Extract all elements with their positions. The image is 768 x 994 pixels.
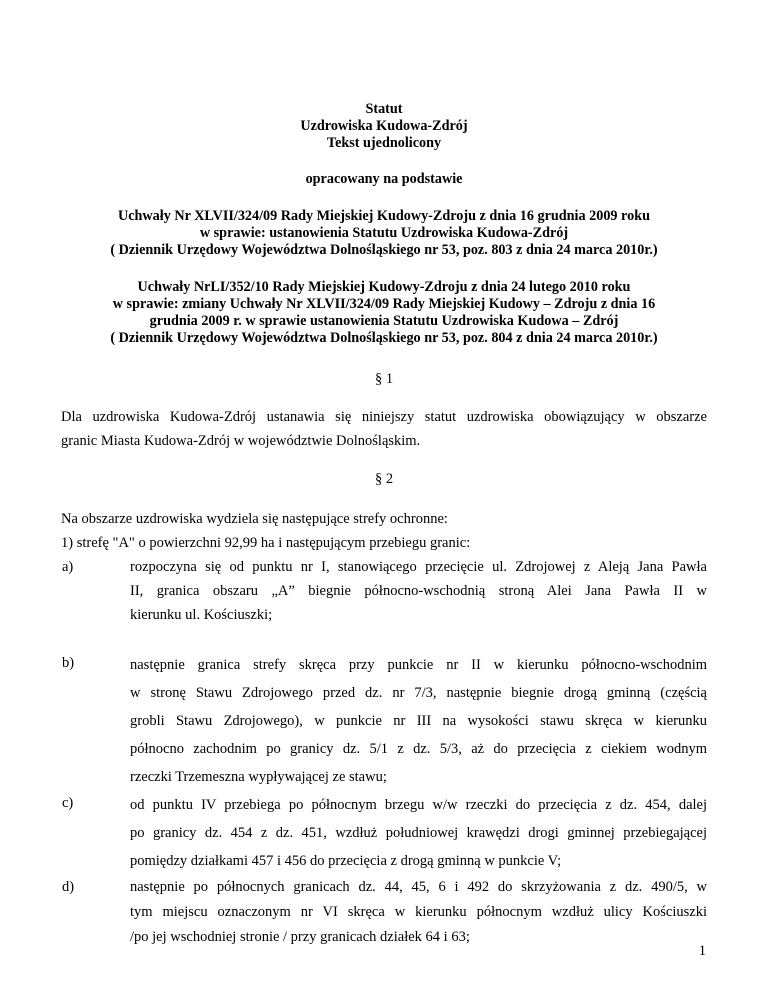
document-subtitle: Uzdrowiska Kudowa-Zdrój	[300, 118, 468, 134]
list-item-line: grobli Stawu Zdrojowego), w punkcie nr III na wysokości stawu skręca w kierunku	[130, 713, 707, 729]
list-item-line: rozpoczyna się od punktu nr I, stanowiącego przecięcie ul. Zdrojowej z Aleją Jana Pawła	[130, 559, 707, 575]
section-1-line: granic Miasta Kudowa-Zdrój w województwie Dolnośląskim.	[61, 433, 421, 449]
section-2-intro	[61, 507, 707, 555]
document-header	[40, 101, 728, 347]
list-item-line: następnie po północnych granicach dz. 44, 45, 6 i 492 do skrzyżowania z dz. 490/5, w	[130, 879, 707, 895]
list-item-line: od punktu IV przebiega po północnym brzegu w/w rzeczki do przecięcia z dz. 454, dalej	[130, 797, 707, 813]
list-marker: a)	[62, 559, 74, 575]
list-item-line: kierunku ul. Kościuszki;	[130, 607, 273, 623]
section-2-mark: § 2	[374, 471, 394, 487]
list-item-line: północno zachodnim po granicy dz. 5/1 z dz. 5/3, aż do przecięcia z ciekiem wodnym	[130, 741, 707, 757]
list-marker: c)	[62, 795, 74, 811]
resolution-1	[40, 208, 728, 259]
list-item-line: rzeczki Trzemeszna wypływającej ze stawu;	[130, 769, 387, 785]
list-marker: b)	[62, 655, 75, 671]
section-1-line: Dla uzdrowiska Kudowa-Zdrój ustanawia się niniejszy statut uzdrowiska obowiązujący w obszarze	[61, 409, 707, 425]
resolution-2	[40, 279, 728, 347]
list-item-b	[61, 651, 707, 791]
resolution-2-line: Uchwały NrLI/352/10 Rady Miejskiej Kudowy-Zdroju z dnia 24 lutego 2010 roku	[137, 279, 631, 295]
document-version: Tekst ujednolicony	[326, 135, 442, 151]
list-item-line: po granicy dz. 454 z dz. 451, wzdłuż południowej krawędzi drogi gminnej przebiegającej	[130, 825, 707, 841]
section-2-intro-line: Na obszarze uzdrowiska wydziela się następujące strefy ochronne:	[61, 511, 448, 527]
page-number: 1	[698, 943, 706, 959]
list-item-line: następnie granica strefy skręca przy punkcie nr II w kierunku północno-wschodnim	[130, 657, 707, 673]
resolution-1-line: ( Dziennik Urzędowy Województwa Dolnośląskiego nr 53, poz. 803 z dnia 24 marca 2010r.)	[110, 242, 658, 258]
list-marker: d)	[62, 879, 75, 895]
list-item-c	[61, 791, 707, 875]
list-item-a	[61, 555, 707, 627]
resolution-2-line: ( Dziennik Urzędowy Województwa Dolnośląskiego nr 53, poz. 804 z dnia 24 marca 2010r.)	[110, 330, 658, 346]
list-item-line: pomiędzy działkami 457 i 456 do przecięcia z drogą gminną w punkcie V;	[130, 853, 562, 869]
list-item-d	[61, 875, 707, 950]
section-1-mark: § 1	[374, 371, 394, 387]
list-item-line: tym miejscu oznaczonym nr VI skręca w kierunku północnym wzdłuż ulicy Kościuszki	[130, 904, 707, 920]
resolution-1-line: w sprawie: ustanowienia Statutu Uzdrowiska Kudowa-Zdrój	[199, 225, 569, 241]
list-item-line: /po jej wschodniej stronie / przy granicach działek 64 i 63;	[130, 929, 470, 945]
resolution-2-line: grudnia 2009 r. w sprawie ustanowienia Statutu Uzdrowiska Kudowa – Zdrój	[149, 313, 619, 329]
list-item-line: II, granica obszaru „A” biegnie północno-wschodnią stroną Alei Jana Pawła II w	[130, 583, 707, 599]
based-on-label: opracowany na podstawie	[305, 171, 463, 187]
section-1-text	[61, 405, 707, 453]
list-item-line: w stronę Stawu Zdrojowego przed dz. nr 7/3, następnie biegnie drogą gminną (częścią	[130, 685, 707, 701]
resolution-2-line: w sprawie: zmiany Uchwały Nr XLVII/324/09 Rady Miejskiej Kudowy – Zdroju z dnia 16	[112, 296, 656, 312]
resolution-1-line: Uchwały Nr XLVII/324/09 Rady Miejskiej Kudowy-Zdroju z dnia 16 grudnia 2009 roku	[118, 208, 650, 224]
zone-a-line: 1) strefę "A" o powierzchni 92,99 ha i następującym przebiegu granic:	[61, 535, 471, 551]
document-title: Statut	[365, 101, 403, 117]
